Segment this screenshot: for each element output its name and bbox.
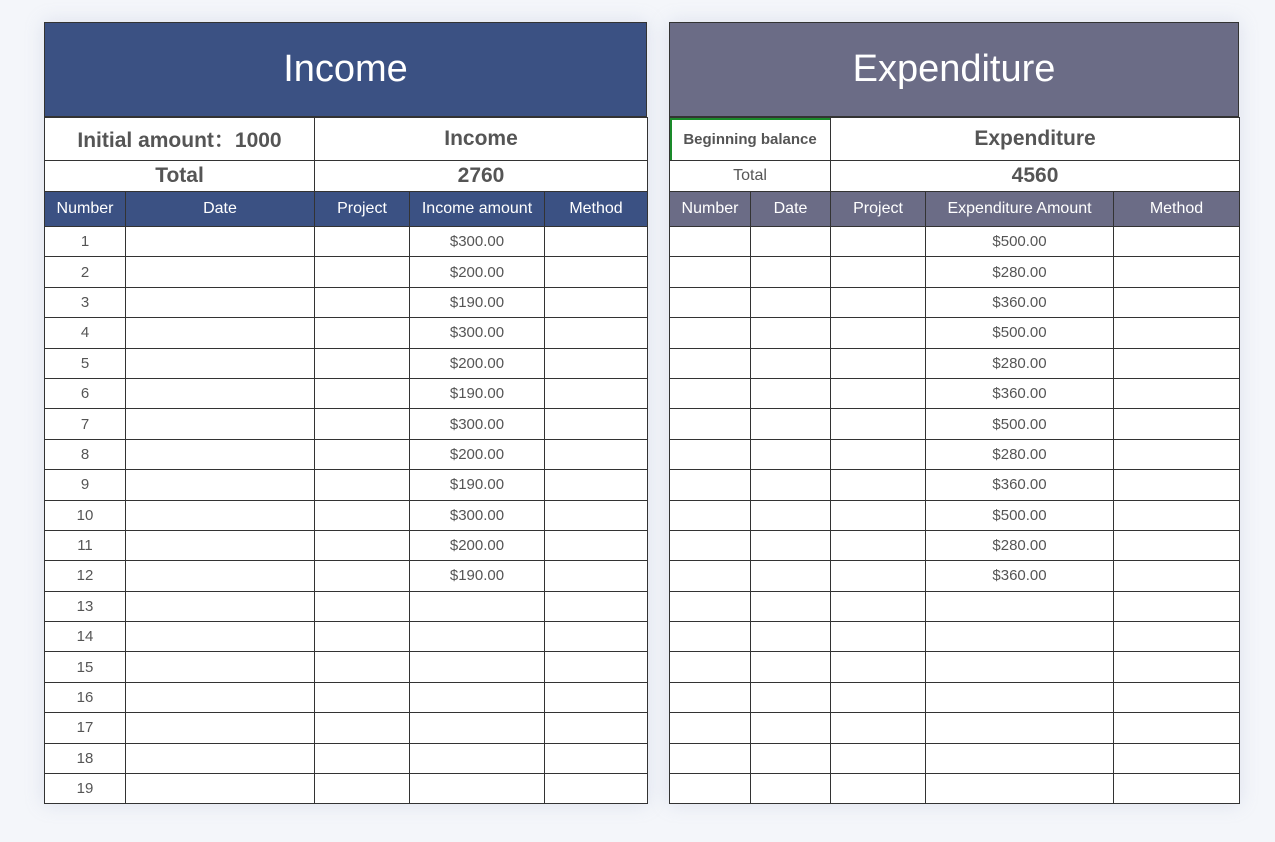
date-cell[interactable] [751, 652, 831, 682]
amount-cell[interactable]: $200.00 [410, 257, 545, 287]
date-cell[interactable] [126, 682, 315, 712]
table-row [45, 318, 648, 348]
col-project[interactable]: Project [315, 192, 410, 227]
project-cell[interactable] [315, 743, 410, 773]
project-cell[interactable] [315, 500, 410, 530]
number-cell[interactable]: 15 [45, 652, 126, 682]
project-cell[interactable] [315, 409, 410, 439]
method-cell[interactable] [545, 743, 648, 773]
project-cell[interactable] [315, 774, 410, 804]
method-cell[interactable] [545, 500, 648, 530]
table-row [45, 591, 648, 621]
number-cell[interactable] [670, 713, 751, 743]
date-cell[interactable] [751, 500, 831, 530]
table-row [670, 774, 1240, 804]
project-cell[interactable] [831, 530, 926, 560]
method-cell[interactable] [1114, 439, 1240, 469]
number-cell[interactable]: 5 [45, 348, 126, 378]
amount-cell[interactable] [410, 682, 545, 712]
date-cell[interactable] [751, 530, 831, 560]
date-cell[interactable] [751, 378, 831, 408]
table-row [670, 439, 1240, 469]
project-cell[interactable] [831, 409, 926, 439]
number-cell[interactable] [670, 591, 751, 621]
project-cell[interactable] [831, 713, 926, 743]
amount-cell[interactable]: $500.00 [926, 409, 1114, 439]
method-cell[interactable] [545, 530, 648, 560]
method-cell[interactable] [1114, 227, 1240, 257]
table-row [670, 622, 1240, 652]
method-cell[interactable] [545, 591, 648, 621]
number-cell[interactable]: 3 [45, 287, 126, 317]
amount-cell[interactable]: $280.00 [926, 439, 1114, 469]
number-cell[interactable] [670, 409, 751, 439]
table-row [45, 682, 648, 712]
amount-cell[interactable]: $190.00 [410, 470, 545, 500]
total-label[interactable]: Total [45, 161, 315, 192]
expenditure-section-label[interactable]: Expenditure [831, 118, 1240, 161]
number-cell[interactable]: 19 [45, 774, 126, 804]
date-cell[interactable] [126, 227, 315, 257]
amount-cell[interactable] [926, 713, 1114, 743]
total-label[interactable]: Total [670, 161, 831, 192]
method-cell[interactable] [1114, 409, 1240, 439]
amount-cell[interactable] [410, 652, 545, 682]
method-cell[interactable] [1114, 682, 1240, 712]
date-cell[interactable] [751, 257, 831, 287]
method-cell[interactable] [1114, 378, 1240, 408]
project-cell[interactable] [831, 652, 926, 682]
date-cell[interactable] [126, 318, 315, 348]
table-row [45, 774, 648, 804]
number-cell[interactable] [670, 682, 751, 712]
project-cell[interactable] [315, 622, 410, 652]
amount-cell[interactable]: $500.00 [926, 318, 1114, 348]
amount-cell[interactable] [410, 622, 545, 652]
project-cell[interactable] [315, 348, 410, 378]
method-cell[interactable] [545, 227, 648, 257]
method-cell[interactable] [1114, 591, 1240, 621]
date-cell[interactable] [751, 470, 831, 500]
number-cell[interactable]: 4 [45, 318, 126, 348]
project-cell[interactable] [315, 378, 410, 408]
date-cell[interactable] [751, 439, 831, 469]
amount-cell[interactable] [926, 591, 1114, 621]
table-row [670, 591, 1240, 621]
method-cell[interactable] [1114, 713, 1240, 743]
method-cell[interactable] [1114, 530, 1240, 560]
amount-cell[interactable]: $280.00 [926, 348, 1114, 378]
expenditure-sheet [669, 22, 1239, 804]
expenditure-title: Expenditure [669, 22, 1239, 117]
number-cell[interactable]: 12 [45, 561, 126, 591]
date-cell[interactable] [751, 348, 831, 378]
number-cell[interactable] [670, 743, 751, 773]
date-cell[interactable] [751, 591, 831, 621]
number-cell[interactable]: 8 [45, 439, 126, 469]
number-cell[interactable] [670, 439, 751, 469]
table-row [45, 378, 648, 408]
date-cell[interactable] [126, 287, 315, 317]
date-cell[interactable] [126, 378, 315, 408]
number-cell[interactable]: 7 [45, 409, 126, 439]
date-cell[interactable] [751, 622, 831, 652]
number-cell[interactable] [670, 652, 751, 682]
method-cell[interactable] [545, 348, 648, 378]
amount-cell[interactable] [410, 713, 545, 743]
date-cell[interactable] [126, 591, 315, 621]
date-cell[interactable] [126, 530, 315, 560]
amount-cell[interactable] [410, 743, 545, 773]
table-row [670, 287, 1240, 317]
amount-cell[interactable]: $360.00 [926, 378, 1114, 408]
date-cell[interactable] [126, 500, 315, 530]
table-row [670, 682, 1240, 712]
table-row [45, 500, 648, 530]
date-cell[interactable] [126, 257, 315, 287]
table-row [670, 227, 1240, 257]
table-row [45, 257, 648, 287]
date-cell[interactable] [126, 409, 315, 439]
method-cell[interactable] [1114, 348, 1240, 378]
project-cell[interactable] [831, 500, 926, 530]
project-cell[interactable] [831, 318, 926, 348]
table-row [670, 530, 1240, 560]
initial-amount-cell[interactable]: Initial amount：1000 [45, 118, 315, 161]
number-cell[interactable] [670, 378, 751, 408]
date-cell[interactable] [751, 682, 831, 712]
table-row [670, 318, 1240, 348]
date-cell[interactable] [126, 713, 315, 743]
col-income-amount[interactable]: Income amount [410, 192, 545, 227]
project-cell[interactable] [831, 622, 926, 652]
table-row [45, 227, 648, 257]
method-cell[interactable] [545, 439, 648, 469]
number-cell[interactable]: 2 [45, 257, 126, 287]
method-cell[interactable] [1114, 743, 1240, 773]
method-cell[interactable] [545, 318, 648, 348]
number-cell[interactable]: 11 [45, 530, 126, 560]
table-row [45, 561, 648, 591]
project-cell[interactable] [831, 743, 926, 773]
date-cell[interactable] [751, 409, 831, 439]
amount-cell[interactable]: $200.00 [410, 348, 545, 378]
col-expenditure-amount[interactable]: Expenditure Amount [926, 192, 1114, 227]
amount-cell[interactable]: $190.00 [410, 378, 545, 408]
expenditure-total-value[interactable]: 4560 [831, 161, 1240, 192]
number-cell[interactable]: 13 [45, 591, 126, 621]
table-row [45, 713, 648, 743]
number-cell[interactable]: 14 [45, 622, 126, 652]
method-cell[interactable] [1114, 652, 1240, 682]
table-row [670, 561, 1240, 591]
amount-cell[interactable] [926, 774, 1114, 804]
expenditure-table [669, 117, 1240, 804]
table-row [670, 409, 1240, 439]
number-cell[interactable] [670, 561, 751, 591]
amount-cell[interactable]: $500.00 [926, 500, 1114, 530]
method-cell[interactable] [545, 287, 648, 317]
table-row [670, 348, 1240, 378]
project-cell[interactable] [831, 591, 926, 621]
project-cell[interactable] [315, 713, 410, 743]
project-cell[interactable] [315, 561, 410, 591]
col-date[interactable]: Date [751, 192, 831, 227]
project-cell[interactable] [831, 257, 926, 287]
amount-cell[interactable]: $300.00 [410, 500, 545, 530]
beginning-balance-cell[interactable]: Beginning balance [670, 118, 831, 161]
method-cell[interactable] [545, 257, 648, 287]
amount-cell[interactable]: $200.00 [410, 530, 545, 560]
method-cell[interactable] [1114, 318, 1240, 348]
project-cell[interactable] [831, 682, 926, 712]
date-cell[interactable] [126, 348, 315, 378]
table-row [670, 500, 1240, 530]
date-cell[interactable] [126, 743, 315, 773]
project-cell[interactable] [831, 774, 926, 804]
project-cell[interactable] [315, 682, 410, 712]
project-cell[interactable] [831, 348, 926, 378]
number-cell[interactable] [670, 348, 751, 378]
table-row [670, 743, 1240, 773]
date-cell[interactable] [751, 713, 831, 743]
project-cell[interactable] [315, 439, 410, 469]
income-table [44, 117, 648, 804]
date-cell[interactable] [751, 227, 831, 257]
method-cell[interactable] [545, 378, 648, 408]
col-number[interactable]: Number [45, 192, 126, 227]
amount-cell[interactable]: $200.00 [410, 439, 545, 469]
amount-cell[interactable]: $280.00 [926, 530, 1114, 560]
date-cell[interactable] [126, 439, 315, 469]
number-cell[interactable]: 6 [45, 378, 126, 408]
date-cell[interactable] [751, 774, 831, 804]
project-cell[interactable] [315, 227, 410, 257]
amount-cell[interactable] [926, 743, 1114, 773]
col-date[interactable]: Date [126, 192, 315, 227]
income-sheet [44, 22, 647, 804]
method-cell[interactable] [1114, 622, 1240, 652]
method-cell[interactable] [545, 561, 648, 591]
method-cell[interactable] [545, 682, 648, 712]
date-cell[interactable] [126, 774, 315, 804]
date-cell[interactable] [126, 622, 315, 652]
table-row [45, 530, 648, 560]
number-cell[interactable] [670, 470, 751, 500]
table-row [670, 652, 1240, 682]
table-row [45, 622, 648, 652]
date-cell[interactable] [751, 561, 831, 591]
amount-cell[interactable]: $360.00 [926, 561, 1114, 591]
date-cell[interactable] [751, 287, 831, 317]
project-cell[interactable] [831, 227, 926, 257]
col-method[interactable]: Method [545, 192, 648, 227]
table-row [45, 409, 648, 439]
income-total-value[interactable]: 2760 [315, 161, 648, 192]
date-cell[interactable] [751, 318, 831, 348]
amount-cell[interactable]: $190.00 [410, 561, 545, 591]
method-cell[interactable] [545, 652, 648, 682]
number-cell[interactable] [670, 500, 751, 530]
project-cell[interactable] [315, 470, 410, 500]
income-title: Income [44, 22, 647, 117]
number-cell[interactable]: 17 [45, 713, 126, 743]
table-row [45, 348, 648, 378]
method-cell[interactable] [1114, 287, 1240, 317]
table-row [45, 287, 648, 317]
col-method[interactable]: Method [1114, 192, 1240, 227]
amount-cell[interactable]: $300.00 [410, 409, 545, 439]
number-cell[interactable]: 10 [45, 500, 126, 530]
amount-cell[interactable] [926, 622, 1114, 652]
table-row [45, 439, 648, 469]
number-cell[interactable] [670, 774, 751, 804]
method-cell[interactable] [545, 470, 648, 500]
table-row [45, 652, 648, 682]
project-cell[interactable] [315, 287, 410, 317]
date-cell[interactable] [126, 470, 315, 500]
table-row [670, 257, 1240, 287]
number-cell[interactable] [670, 622, 751, 652]
number-cell[interactable] [670, 530, 751, 560]
method-cell[interactable] [545, 774, 648, 804]
number-cell[interactable]: 16 [45, 682, 126, 712]
income-section-label[interactable]: Income [315, 118, 648, 161]
date-cell[interactable] [126, 561, 315, 591]
amount-cell[interactable]: $300.00 [410, 318, 545, 348]
method-cell[interactable] [1114, 500, 1240, 530]
project-cell[interactable] [831, 561, 926, 591]
method-cell[interactable] [545, 409, 648, 439]
number-cell[interactable]: 9 [45, 470, 126, 500]
col-number[interactable]: Number [670, 192, 751, 227]
amount-cell[interactable] [410, 591, 545, 621]
number-cell[interactable]: 1 [45, 227, 126, 257]
method-cell[interactable] [545, 622, 648, 652]
method-cell[interactable] [1114, 561, 1240, 591]
amount-cell[interactable]: $190.00 [410, 287, 545, 317]
project-cell[interactable] [831, 439, 926, 469]
project-cell[interactable] [315, 652, 410, 682]
amount-cell[interactable] [410, 774, 545, 804]
project-cell[interactable] [315, 530, 410, 560]
date-cell[interactable] [751, 743, 831, 773]
project-cell[interactable] [831, 470, 926, 500]
col-project[interactable]: Project [831, 192, 926, 227]
project-cell[interactable] [831, 378, 926, 408]
project-cell[interactable] [315, 318, 410, 348]
amount-cell[interactable]: $360.00 [926, 470, 1114, 500]
table-row [670, 378, 1240, 408]
amount-cell[interactable]: $360.00 [926, 287, 1114, 317]
number-cell[interactable] [670, 257, 751, 287]
number-cell[interactable] [670, 287, 751, 317]
project-cell[interactable] [315, 591, 410, 621]
method-cell[interactable] [1114, 774, 1240, 804]
amount-cell[interactable] [926, 682, 1114, 712]
table-row [45, 743, 648, 773]
amount-cell[interactable]: $280.00 [926, 257, 1114, 287]
project-cell[interactable] [831, 287, 926, 317]
method-cell[interactable] [545, 713, 648, 743]
amount-cell[interactable] [926, 652, 1114, 682]
number-cell[interactable] [670, 318, 751, 348]
table-row [670, 713, 1240, 743]
amount-cell[interactable]: $300.00 [410, 227, 545, 257]
method-cell[interactable] [1114, 470, 1240, 500]
number-cell[interactable] [670, 227, 751, 257]
method-cell[interactable] [1114, 257, 1240, 287]
project-cell[interactable] [315, 257, 410, 287]
number-cell[interactable]: 18 [45, 743, 126, 773]
table-row [45, 470, 648, 500]
date-cell[interactable] [126, 652, 315, 682]
amount-cell[interactable]: $500.00 [926, 227, 1114, 257]
table-row [670, 470, 1240, 500]
